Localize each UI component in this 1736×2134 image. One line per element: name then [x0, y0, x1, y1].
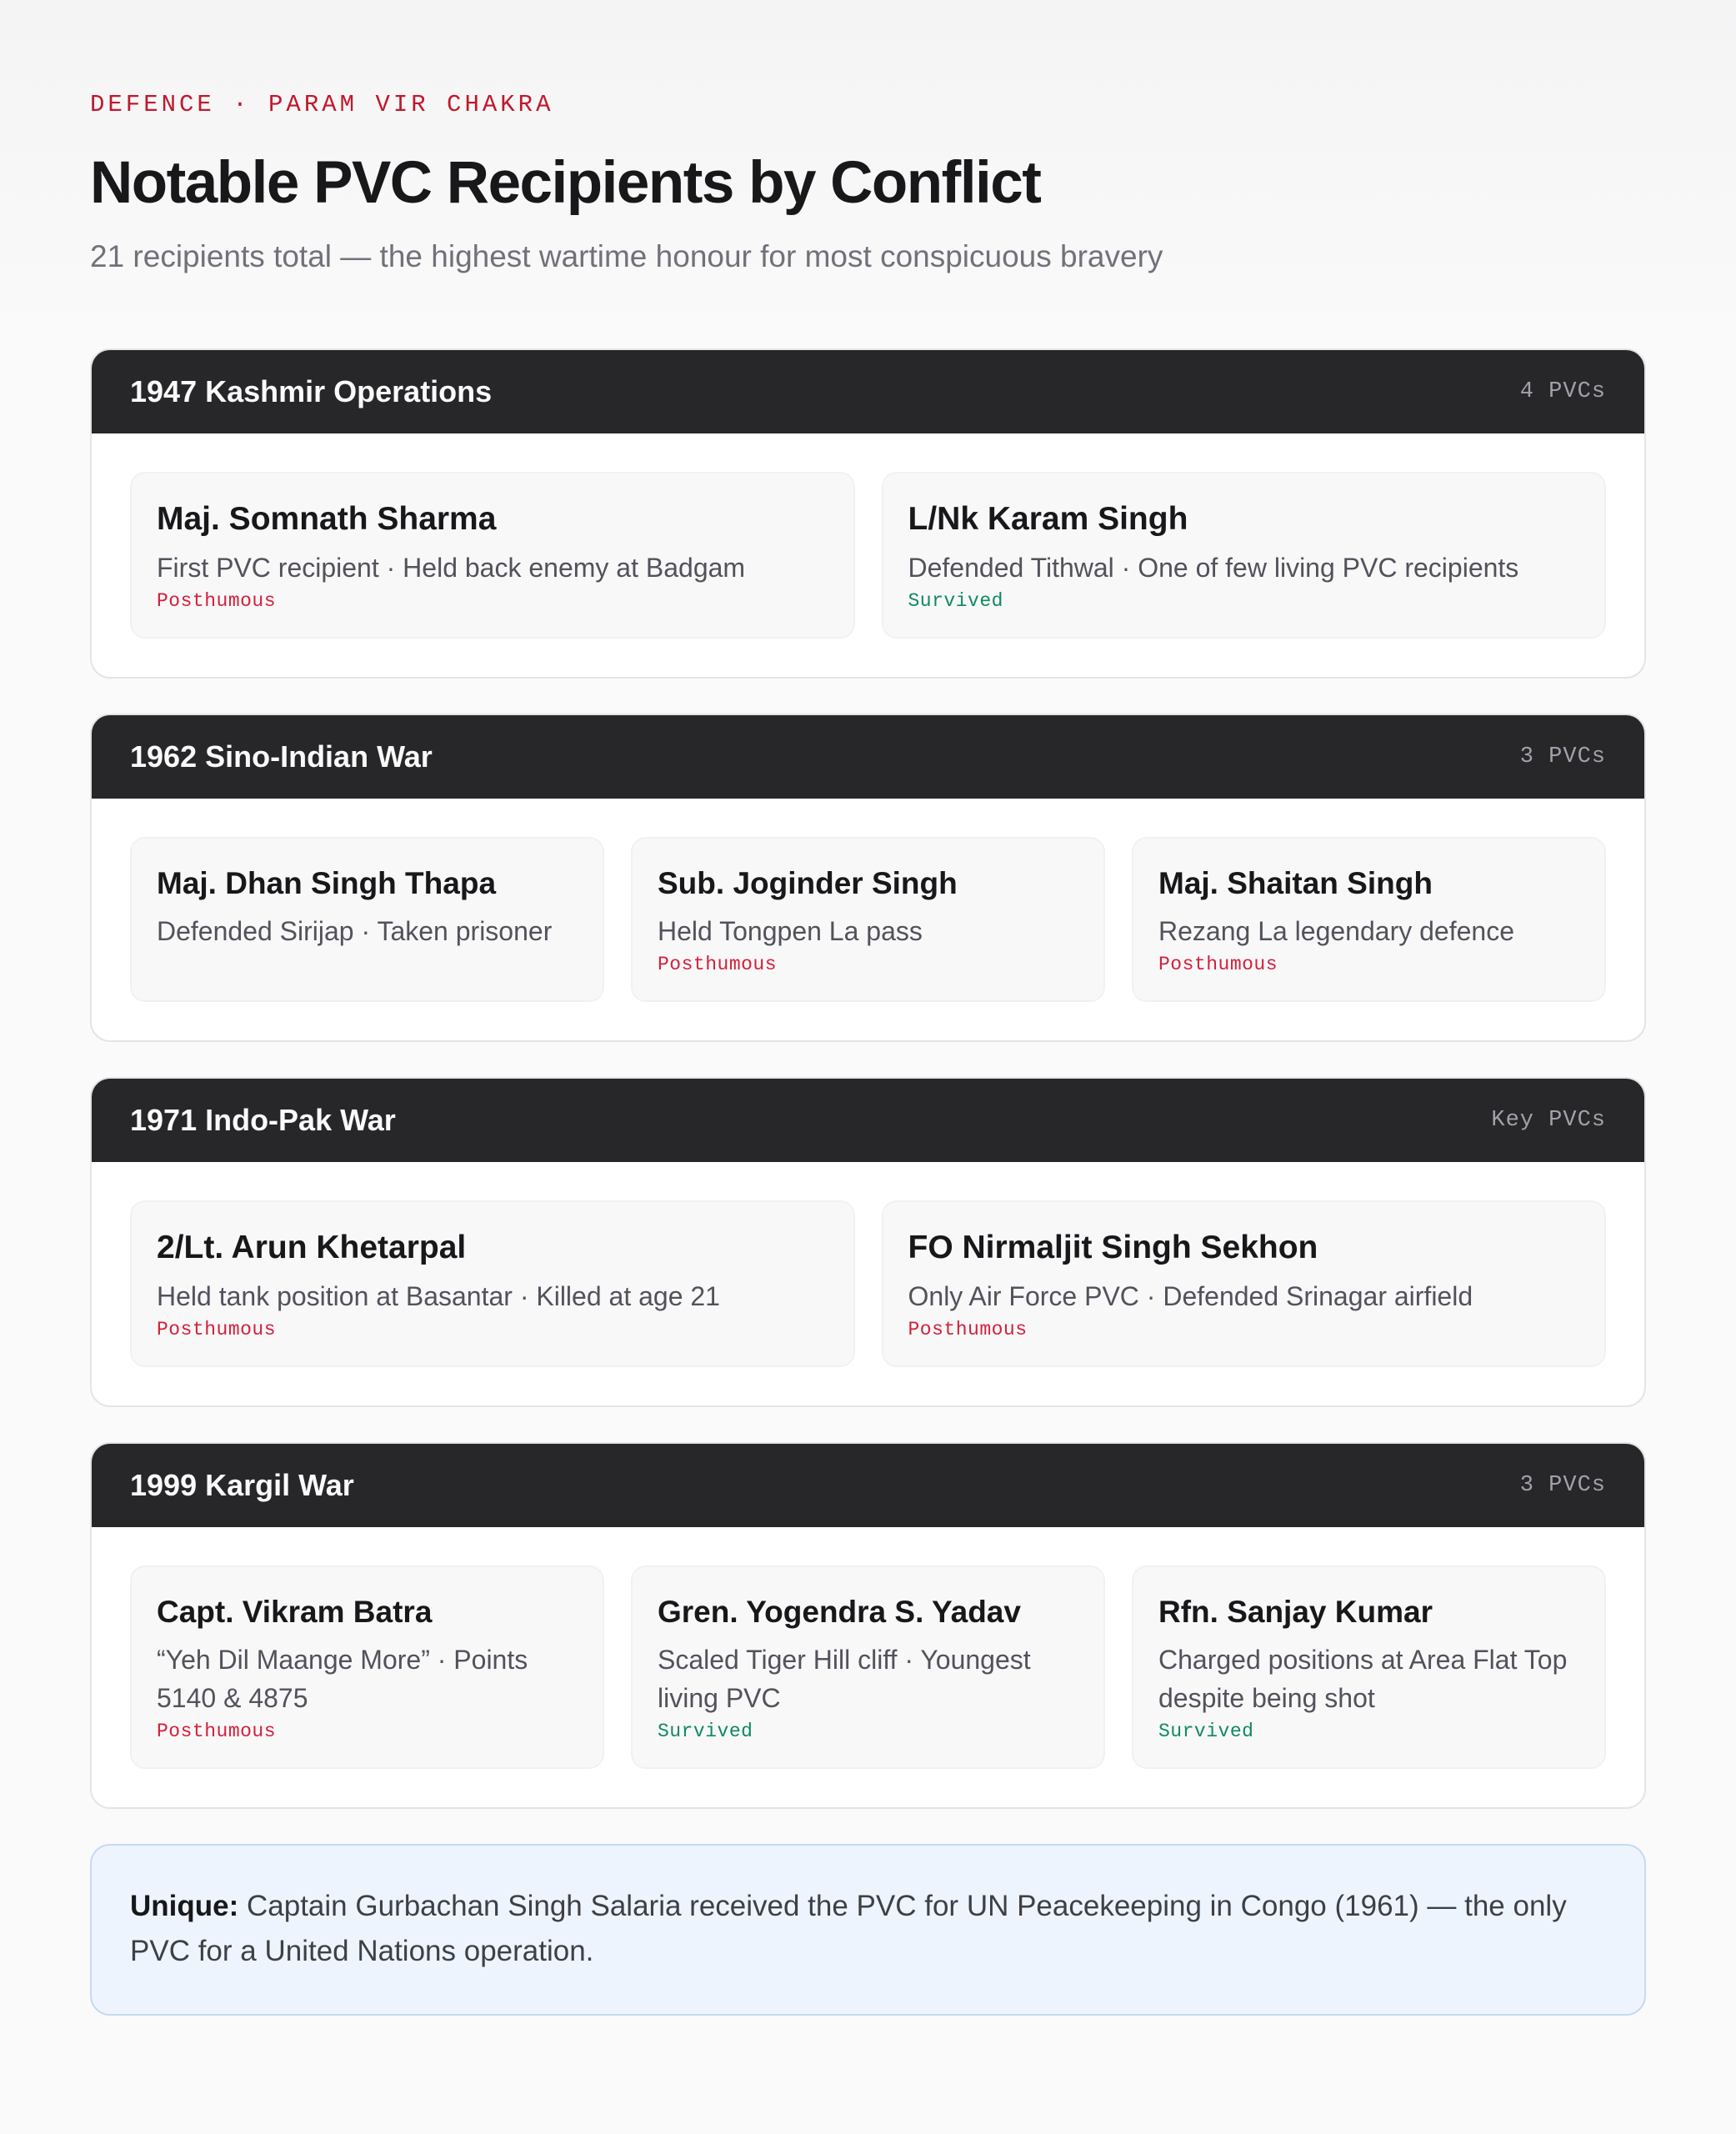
recipient-card	[1132, 837, 1606, 1002]
recipient-description: Defended Tithwal · One of few living PVC recipients	[908, 553, 1519, 583]
recipient-card	[1132, 1565, 1606, 1769]
section-1962-sino-indian	[90, 714, 1646, 1042]
section-header	[92, 715, 1644, 799]
section-header	[92, 1444, 1644, 1527]
recipient-name: Maj. Somnath Sharma	[157, 501, 497, 537]
status-badge: Posthumous	[157, 1319, 277, 1340]
section-count: 3 PVCs	[1519, 744, 1606, 769]
recipient-card	[130, 837, 604, 1002]
recipient-card	[631, 837, 1105, 1002]
note-text: Captain Gurbachan Singh Salaria received the PVC for UN Peacekeeping in Congo (1961) — the only PVC for a United Nations operation.	[130, 1890, 1567, 1967]
unique-note	[90, 1844, 1646, 2016]
section-title: 1971 Indo-Pak War	[130, 1103, 396, 1137]
recipient-name: 2/Lt. Arun Khetarpal	[157, 1230, 467, 1265]
section-cards	[92, 1162, 1644, 1405]
recipient-description: Held tank position at Basantar · Killed at age 21	[157, 1281, 720, 1311]
recipient-card	[130, 1200, 855, 1367]
section-title: 1962 Sino-Indian War	[130, 739, 433, 774]
status-badge: Posthumous	[1158, 954, 1278, 975]
recipient-description: Held Tongpen La pass	[658, 916, 923, 946]
section-header	[92, 350, 1644, 433]
status-badge: Posthumous	[658, 954, 778, 975]
section-count: 4 PVCs	[1519, 379, 1606, 404]
section-1947-kashmir	[90, 348, 1646, 679]
recipient-card	[631, 1565, 1105, 1769]
recipient-description: Defended Sirijap · Taken prisoner	[157, 916, 553, 946]
recipient-description: Only Air Force PVC · Defended Srinagar airfield	[908, 1281, 1473, 1311]
section-title: 1947 Kashmir Operations	[130, 374, 493, 408]
recipient-card	[130, 1565, 604, 1769]
status-badge: Survived	[908, 590, 1003, 612]
recipient-name: Maj. Shaitan Singh	[1158, 866, 1433, 900]
section-cards	[92, 433, 1644, 677]
status-badge: Posthumous	[157, 1721, 277, 1742]
page-subtitle: 21 recipients total — the highest wartime honour for most conspicuous bravery	[90, 239, 1163, 273]
recipient-name: Rfn. Sanjay Kumar	[1158, 1595, 1433, 1629]
status-badge: Survived	[658, 1721, 753, 1742]
recipient-description: Scaled Tiger Hill cliff · Youngest living PVC	[658, 1645, 1031, 1713]
section-count: Key PVCs	[1491, 1108, 1606, 1133]
recipient-name: Sub. Joginder Singh	[658, 866, 958, 900]
recipient-name: Capt. Vikram Batra	[157, 1595, 433, 1629]
note-label: Unique:	[130, 1890, 239, 1922]
section-cards	[92, 799, 1644, 1040]
conflict-sections	[90, 348, 1646, 1809]
recipient-description: First PVC recipient · Held back enemy at Badgam	[157, 553, 746, 583]
recipient-description: Rezang La legendary defence	[1158, 916, 1514, 946]
section-title: 1999 Kargil War	[130, 1468, 354, 1502]
section-1971-indo-pak	[90, 1077, 1646, 1407]
eyebrow-label: DEFENCE · PARAM VIR CHAKRA	[90, 91, 554, 118]
recipient-description: Charged positions at Area Flat Top despite being shot	[1158, 1645, 1568, 1713]
section-1999-kargil	[90, 1442, 1646, 1809]
recipient-name: Maj. Dhan Singh Thapa	[157, 866, 497, 900]
recipient-card	[882, 472, 1607, 639]
section-header	[92, 1079, 1644, 1162]
recipient-card	[130, 472, 855, 639]
recipient-name: FO Nirmaljit Singh Sekhon	[908, 1230, 1318, 1265]
recipient-description: “Yeh Dil Maange More” · Points 5140 & 4875	[157, 1645, 528, 1713]
section-cards	[92, 1527, 1644, 1807]
status-badge: Posthumous	[157, 590, 277, 612]
recipient-name: Gren. Yogendra S. Yadav	[658, 1595, 1021, 1629]
recipient-name: L/Nk Karam Singh	[908, 501, 1188, 537]
status-badge: Posthumous	[908, 1319, 1028, 1340]
page-title: Notable PVC Recipients by Conflict	[90, 150, 1041, 216]
section-count: 3 PVCs	[1519, 1473, 1606, 1498]
status-badge: Survived	[1158, 1721, 1254, 1742]
recipient-card	[882, 1200, 1607, 1367]
